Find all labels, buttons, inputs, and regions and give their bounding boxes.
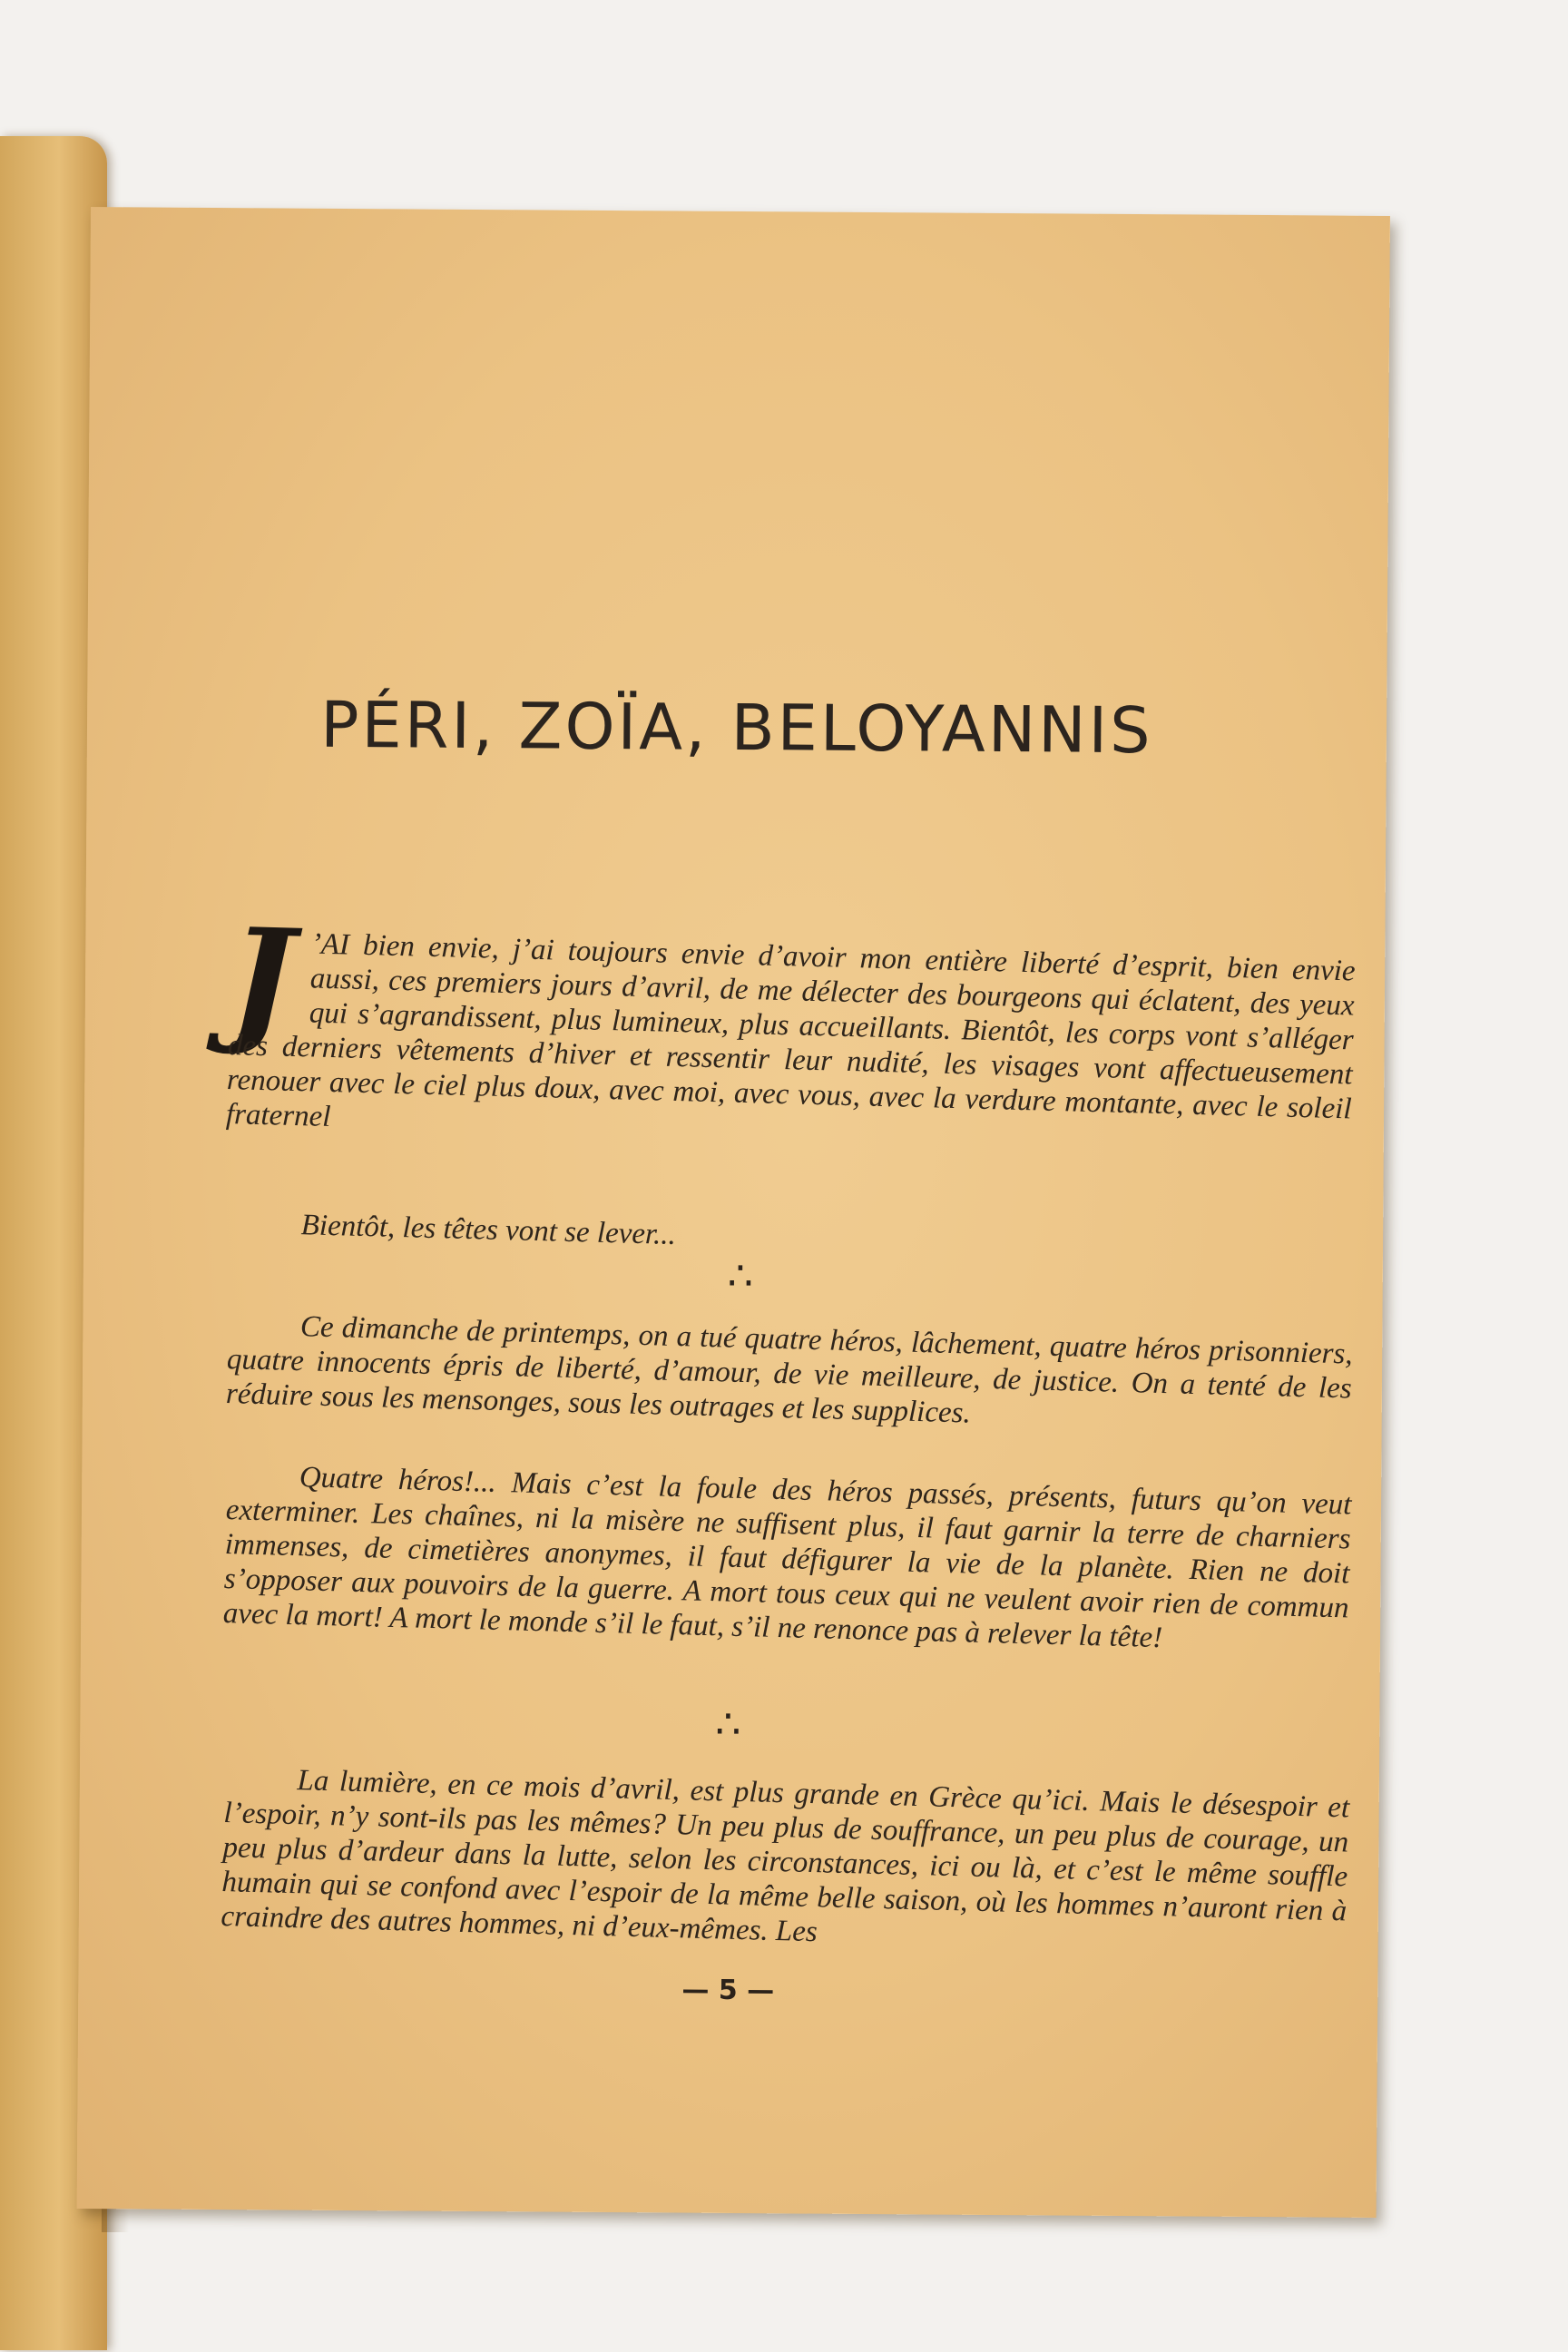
drop-cap: J xyxy=(227,898,297,1060)
paragraph-1-text: ’AI bien envie, j’ai toujours envie d’avoir mon entière liberté d’esprit, bien envie aussi, ces premiers jours d’avril, de me délecter des bourgeons qui éclatent, des yeux qui s’agrandissent, plus lumineux, plus accueillants. Bientôt, les corps vont s’alléger des derniers vêtements d’hiver et ressentir leur nudité, les visages vont affectueusement renouer avec le ciel plus doux, avec moi, avec vous, avec la verdure montante, avec le soleil fraternel xyxy=(225,927,1357,1134)
paragraph-5: La lumière, en ce mois d’avril, est plus grande en Grèce qu’ici. Mais le désespoir et l’espoir, n’y sont-ils pas les mêmes? Un peu plus de souffrance, un peu plus de courage, un peu plus d’ardeur dans la lutte, selon les circonstances, ici ou là, et c’est le même souffle humain qui se confond avec l’espoir de la même belle saison, où les hommes n’auront rien à craindre des autres hommes, ni d’eux-mêmes. Les xyxy=(220,1764,1350,1949)
page-title: PÉRI, ZOÏA, BELOYANNIS xyxy=(320,687,1153,769)
paragraph-2: Bientôt, les têtes vont se lever... xyxy=(300,1209,677,1251)
section-ornament-1: ∴ xyxy=(727,1252,753,1300)
booklet-page xyxy=(77,207,1390,2218)
paragraph-4: Quatre héros!... Mais c’est la foule des héros passés, présents, futurs qu’on veut exterminer. Les chaînes, ni la misère ne suffisent plus, il faut garnir la terre de charniers immenses, de cimetières anonymes, il faut défigurer la vie de la planète. Rien ne doit s’opposer aux pouvoirs de la guerre. A mort tous ceux qui ne veulent avoir rien de commun avec la mort! A mort le monde s’il le faut, s’il ne renonce pas à relever la tête! xyxy=(222,1461,1352,1655)
paragraph-3: Ce dimanche de printemps, on a tué quatre héros, lâchement, quatre héros prisonniers, quatre innocents épris de liberté, d’amour, de vie meilleure, de justice. On a tenté de les réduire sous les mensonges, sous les outrages et les supplices. xyxy=(225,1310,1354,1430)
paragraph-1 xyxy=(225,898,1357,1161)
page-number: — 5 — xyxy=(681,1974,775,2007)
section-ornament-2: ∴ xyxy=(715,1700,741,1749)
